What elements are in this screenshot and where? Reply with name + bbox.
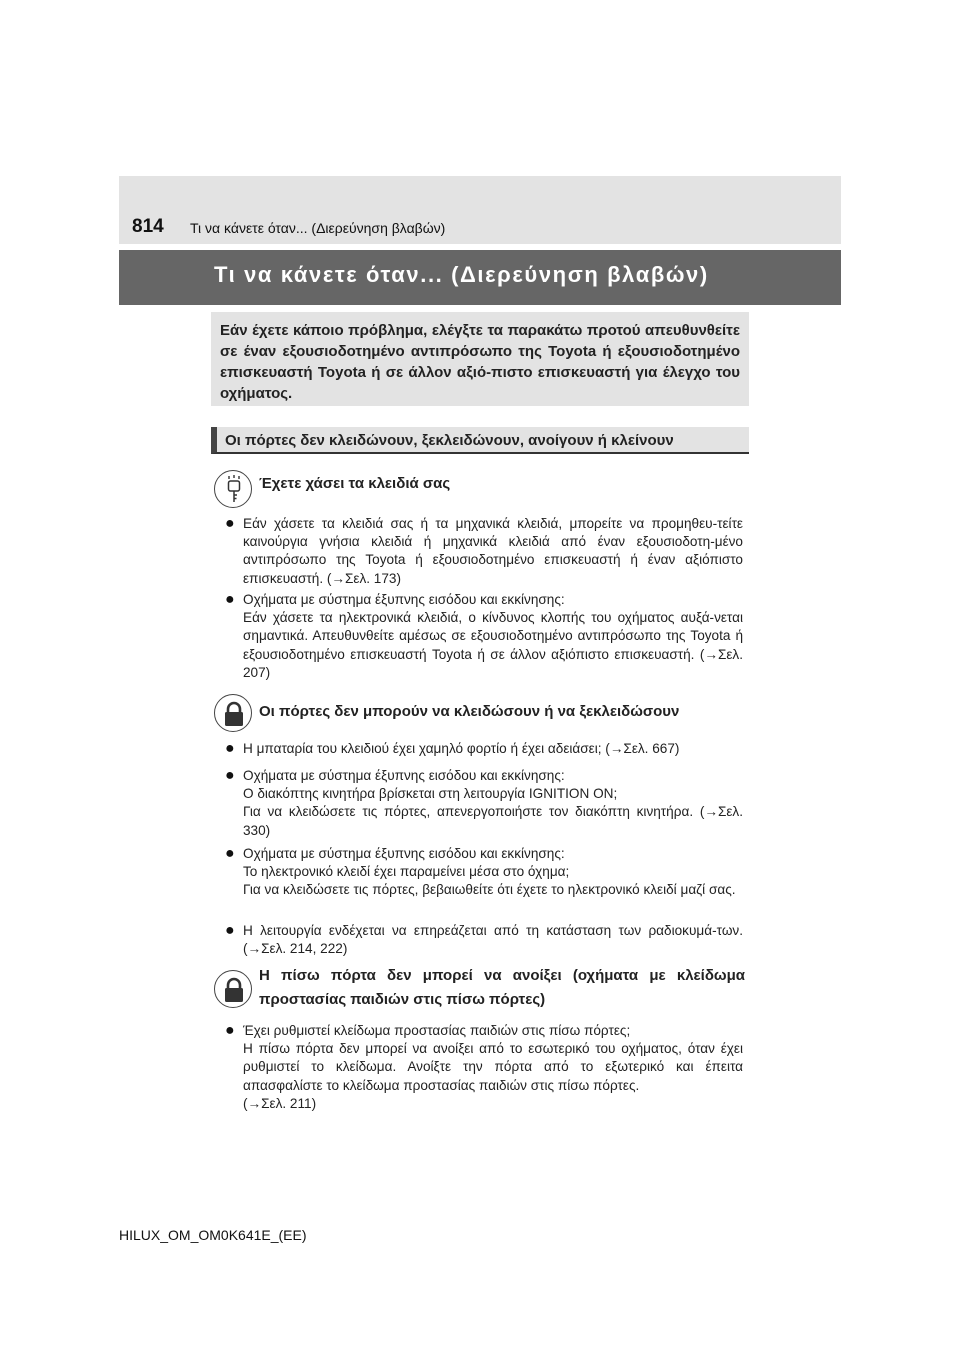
section-title: Οι πόρτες δεν κλειδώνουν, ξεκλειδώνουν, ανοίγουν ή κλείνουν xyxy=(225,432,674,449)
bullet-marker: ● xyxy=(225,767,235,784)
page-title: Τι να κάνετε όταν... (Διερεύνηση βλαβών) xyxy=(214,262,709,287)
bullet-text: Η μπαταρία του κλειδιού έχει χαμηλό φορτίο ή έχει αδειάσει; (→Σελ. 667) xyxy=(243,741,680,756)
page-number: 814 xyxy=(132,216,164,237)
lock-icon xyxy=(214,694,252,732)
subhead-rear-door: Η πίσω πόρτα δεν μπορεί να ανοίξει (οχήματα με κλείδωμα προστασίας παιδιών στις πίσω πόρτες) xyxy=(259,967,745,1008)
bullet-text: Οχήματα με σύστημα έξυπνης εισόδου και εκκίνησης: Εάν χάσετε τα ηλεκτρονικά κλειδιά, ο κίνδυνος κλοπής του οχήματος αυξά-νεται σημαντικά. Απευθυνθείτε αμέσως σε εξουσιοδοτημένο αντιπρόσωπο της Toyota ή εξουσιοδοτημένο επισκευαστή Toyota ή σε άλλον αξιόπιστο επισκευαστή. (→Σελ. 207) xyxy=(243,592,743,680)
subhead-doors-lock: Οι πόρτες δεν μπορούν να κλειδώσουν ή να ξεκλειδώσουν xyxy=(259,703,680,720)
bullet-marker: ● xyxy=(225,922,235,939)
running-title: Τι να κάνετε όταν... (Διερεύνηση βλαβών) xyxy=(190,220,446,236)
section-header xyxy=(211,427,749,454)
lock-icon xyxy=(214,970,252,1008)
bullet-text: Οχήματα με σύστημα έξυπνης εισόδου και εκκίνησης: Το ηλεκτρονικό κλειδί έχει παραμείνει μέσα στο όχημα; Για να κλειδώσετε τις πόρτες, βεβαιωθείτε ότι έχετε το ηλεκτρονικό κλειδί μαζί σας. xyxy=(243,846,736,898)
intro-text: Εάν έχετε κάποιο πρόβλημα, ελέγξτε τα παρακάτω προτού απευθυνθείτε σε έναν εξουσιοδοτημένο αντιπρόσωπο της Toyota ή εξουσιοδοτημένο επισκευαστή Toyota ή σε άλλον αξιό-πιστο επισκευαστή για έλεγχο του οχήματος. xyxy=(220,322,740,402)
bullet-text: Η λειτουργία ενδέχεται να επηρεάζεται από τη κατάσταση των ραδιοκυμά-των. (→Σελ. 214, 222) xyxy=(243,923,743,957)
bullet-marker: ● xyxy=(225,845,235,862)
bullet-marker: ● xyxy=(225,515,235,532)
bullet-text: Έχει ρυθμιστεί κλείδωμα προστασίας παιδιών στις πίσω πόρτες; Η πίσω πόρτα δεν μπορεί να ανοίξει από το εσωτερικό του οχήματος, όταν έχει ρυθμιστεί το κλείδωμα. Ανοίξτε την πόρτα από το εξωτερικό και έπειτα απασφαλίστε το κλείδωμα προστασίας παιδιών στις πίσω πόρτες. (→Σελ. 211) xyxy=(243,1023,743,1111)
bullet-marker: ● xyxy=(225,591,235,608)
bullet-text: Εάν χάσετε τα κλειδιά σας ή τα μηχανικά κλειδιά, μπορείτε να προμηθευ-τείτε καινούργια γνήσια κλειδιά ή μηχανικά κλειδιά από έναν εξουσιοδοτη-μένο αντιπρόσωπο της Toyota ή εξουσιοδοτημένο επισκευαστή ή έναν αξιόπιστο επισκευαστή. (→Σελ. 173) xyxy=(243,516,743,586)
key-icon xyxy=(214,470,252,508)
footer-code: HILUX_OM_OM0K641E_(EE) xyxy=(119,1227,307,1243)
bullet-marker: ● xyxy=(225,740,235,757)
bullet-text: Οχήματα με σύστημα έξυπνης εισόδου και εκκίνησης: Ο διακόπτης κινητήρα βρίσκεται στη λειτουργία IGNITION ON; Για να κλειδώσετε τις πόρτες, απενεργοποιήστε τον διακόπτη κινητήρα. (→Σελ. 330) xyxy=(243,768,743,838)
subhead-lost-keys: Έχετε χάσει τα κλειδιά σας xyxy=(259,475,451,492)
bullet-marker: ● xyxy=(225,1022,235,1039)
